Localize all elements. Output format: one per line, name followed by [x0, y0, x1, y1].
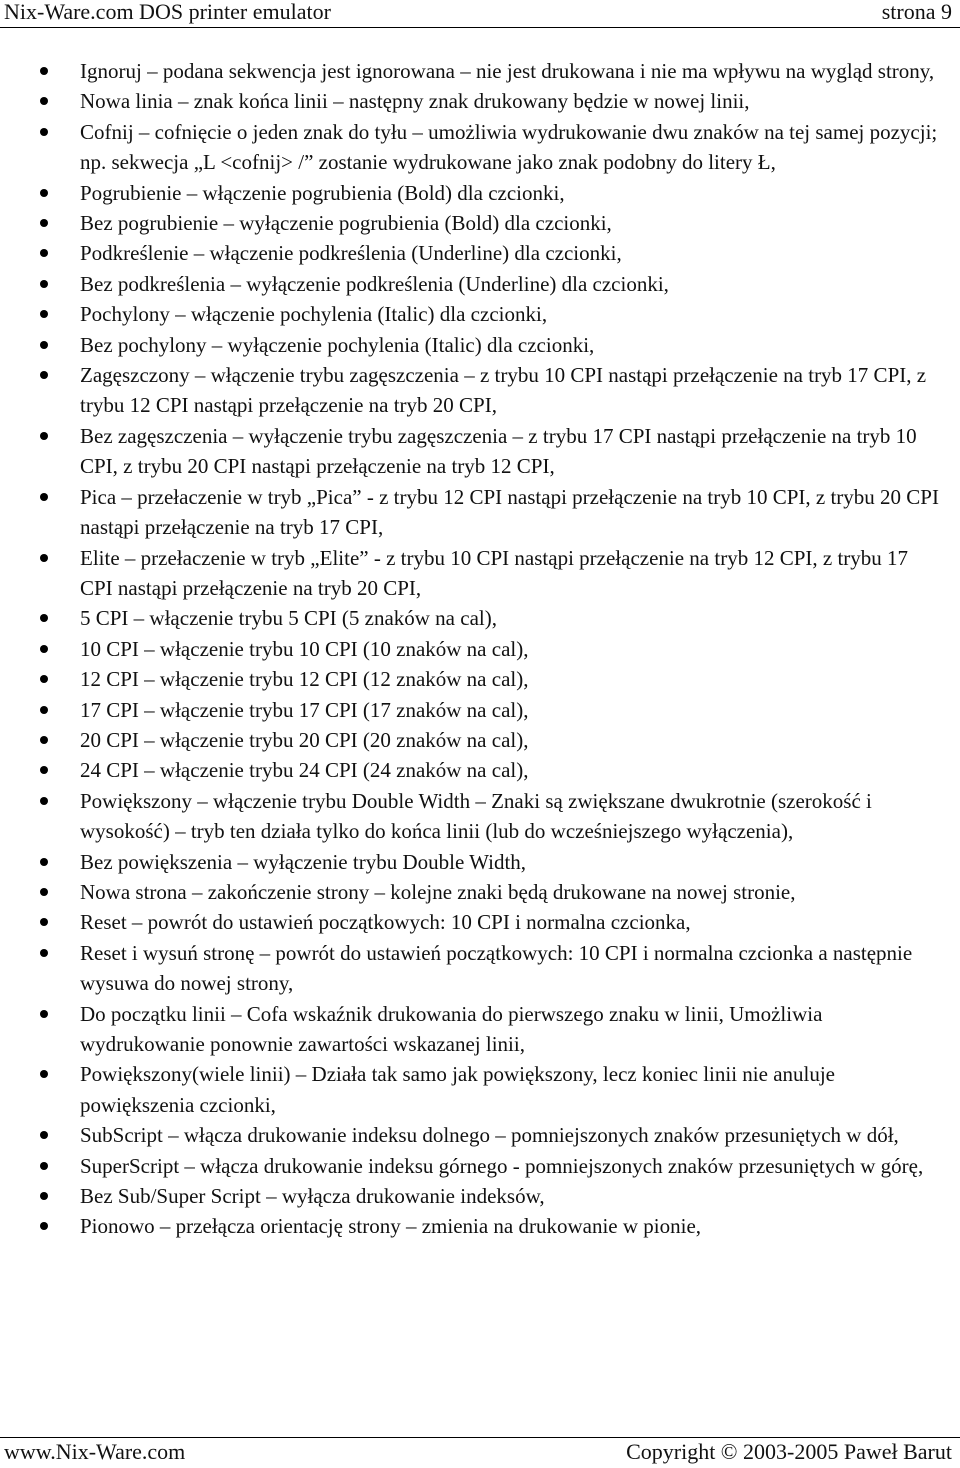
footer-copyright: Copyright © 2003-2005 Paweł Barut: [626, 1439, 952, 1464]
list-item: Pochylony – włączenie pochylenia (Italic) dla czcionki,: [80, 299, 942, 329]
list-item: Reset i wysuń stronę – powrót do ustawień początkowych: 10 CPI i normalna czcionka a następnie wysuwa do nowej strony,: [80, 938, 942, 999]
list-item: 10 CPI – włączenie trybu 10 CPI (10 znaków na cal),: [80, 634, 942, 664]
list-item: Pionowo – przełącza orientację strony – zmienia na drukowanie w pionie,: [80, 1211, 942, 1241]
list-item: 24 CPI – włączenie trybu 24 CPI (24 znaków na cal),: [80, 755, 942, 785]
page-footer: [0, 1437, 960, 1468]
list-item: SubScript – włącza drukowanie indeksu dolnego – pomniejszonych znaków przesuniętych w dół,: [80, 1120, 942, 1150]
list-item: Ignoruj – podana sekwencja jest ignorowana – nie jest drukowana i nie ma wpływu na wygląd strony,: [80, 56, 942, 86]
list-item: Reset – powrót do ustawień początkowych: 10 CPI i normalna czcionka,: [80, 907, 942, 937]
list-item: Nowa strona – zakończenie strony – kolejne znaki będą drukowane na nowej stronie,: [80, 877, 942, 907]
header-page-number: strona 9: [881, 0, 952, 24]
list-item: Cofnij – cofnięcie o jeden znak do tyłu – umożliwia wydrukowanie dwu znaków na tej samej pozycji; np. sekwecja „L <cofnij> /” zostanie wydrukowane jako znak podobny do litery Ł,: [80, 117, 942, 178]
command-list: [0, 56, 960, 1242]
list-item: Nowa linia – znak końca linii – następny znak drukowany będzie w nowej linii,: [80, 86, 942, 116]
list-item: Bez podkreślenia – wyłączenie podkreślenia (Underline) dla czcionki,: [80, 269, 942, 299]
list-item: Powiększony – włączenie trybu Double Width – Znaki są zwiększane dwukrotnie (szerokość i wysokość) – tryb ten działa tylko do końca linii (lub do wcześniejszego wyłączenia),: [80, 786, 942, 847]
list-item: Pogrubienie – włączenie pogrubienia (Bold) dla czcionki,: [80, 178, 942, 208]
list-item: 17 CPI – włączenie trybu 17 CPI (17 znaków na cal),: [80, 695, 942, 725]
page-header: [0, 0, 960, 28]
list-item: Elite – przełaczenie w tryb „Elite” - z trybu 10 CPI nastąpi przełączenie na tryb 12 CPI, z trybu 17 CPI nastąpi przełączenie na tryb 20 CPI,: [80, 543, 942, 604]
list-item: 12 CPI – włączenie trybu 12 CPI (12 znaków na cal),: [80, 664, 942, 694]
footer-website: www.Nix-Ware.com: [4, 1439, 186, 1464]
list-item: Bez Sub/Super Script – wyłącza drukowanie indeksów,: [80, 1181, 942, 1211]
list-item: Do początku linii – Cofa wskaźnik drukowania do pierwszego znaku w linii, Umożliwia wydrukowanie ponownie zawartości wskazanej linii,: [80, 999, 942, 1060]
list-item: 5 CPI – włączenie trybu 5 CPI (5 znaków na cal),: [80, 603, 942, 633]
list-item: Pica – przełaczenie w tryb „Pica” - z trybu 12 CPI nastąpi przełączenie na tryb 10 CPI, z trybu 20 CPI nastąpi przełączenie na tryb 17 CPI,: [80, 482, 942, 543]
list-item: SuperScript – włącza drukowanie indeksu górnego - pomniejszonych znaków przesuniętych w górę,: [80, 1151, 942, 1181]
list-item: Bez pogrubienie – wyłączenie pogrubienia (Bold) dla czcionki,: [80, 208, 942, 238]
list-item: 20 CPI – włączenie trybu 20 CPI (20 znaków na cal),: [80, 725, 942, 755]
page-content: [0, 56, 960, 1242]
header-title: Nix-Ware.com DOS printer emulator: [4, 0, 331, 24]
list-item: Podkreślenie – włączenie podkreślenia (Underline) dla czcionki,: [80, 238, 942, 268]
list-item: Bez pochylony – wyłączenie pochylenia (Italic) dla czcionki,: [80, 330, 942, 360]
list-item: Zagęszczony – włączenie trybu zagęszczenia – z trybu 10 CPI nastąpi przełączenie na tryb 17 CPI, z trybu 12 CPI nastąpi przełączenie na tryb 20 CPI,: [80, 360, 942, 421]
list-item: Bez powiększenia – wyłączenie trybu Double Width,: [80, 847, 942, 877]
list-item: Powiększony(wiele linii) – Działa tak samo jak powiększony, lecz koniec linii nie anuluje powiększenia czcionki,: [80, 1059, 942, 1120]
list-item: Bez zagęszczenia – wyłączenie trybu zagęszczenia – z trybu 17 CPI nastąpi przełączenie na tryb 10 CPI, z trybu 20 CPI nastąpi przełączenie na tryb 12 CPI,: [80, 421, 942, 482]
